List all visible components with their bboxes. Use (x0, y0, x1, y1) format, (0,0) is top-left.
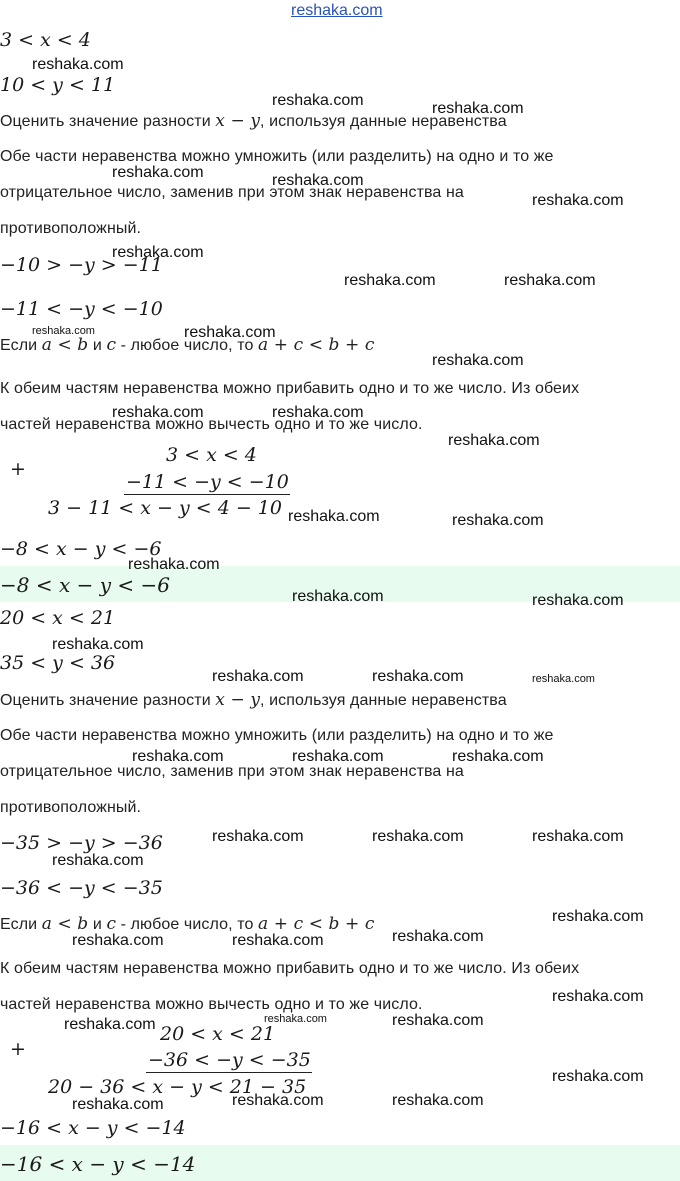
watermark: reshaka.com (504, 272, 596, 289)
rule3-line1-1: К обеим частям неравенства можно прибавить одно и то же число. Из обеих (0, 380, 580, 397)
task-text-2 (0, 690, 507, 710)
sum-mid-1: −11 < −y < −10 (126, 471, 289, 493)
step2-1: −11 < −y < −10 (0, 298, 163, 320)
watermark: reshaka.com (532, 192, 624, 209)
watermark: reshaka.com (552, 908, 644, 925)
result-2: −16 < x − y < −14 (0, 1117, 186, 1139)
watermark: reshaka.com (272, 92, 364, 109)
sum-top-2: 20 < x < 21 (160, 1023, 276, 1045)
rule1-line2-2: отрицательное число, заменив при этом знак неравенства на (0, 763, 464, 780)
watermark: reshaka.com (372, 828, 464, 845)
rule3-line2-1: частей неравенства можно вычесть одно и то же число. (0, 416, 423, 433)
task-expr-1: x − y (215, 111, 261, 131)
rule1-line3-1: противоположный. (0, 220, 142, 237)
watermark: reshaka.com (292, 588, 384, 605)
watermark: reshaka.com (392, 928, 484, 945)
sum-bottom-1: 3 − 11 < x − y < 4 − 10 (48, 497, 282, 519)
watermark: reshaka.com (272, 404, 364, 421)
rule2-and-1: и (88, 337, 107, 354)
rule2-and-2: и (88, 916, 107, 933)
watermark: reshaka.com (184, 324, 276, 341)
watermark: reshaka.com (432, 100, 524, 117)
watermark: reshaka.com (232, 1092, 324, 1109)
plus-sign-1: + (10, 458, 26, 480)
rule3-line1-2: К обеим частям неравенства можно прибавить одно и то же число. Из обеих (0, 960, 580, 977)
task-suffix-2: , используя данные неравенства (260, 692, 507, 709)
rule2-c-2: c (106, 914, 117, 934)
watermark: reshaka.com (32, 325, 95, 337)
watermark: reshaka.com (448, 432, 540, 449)
rule2-ab-2: a < b (41, 914, 89, 934)
rule2-result-2: a + c < b + c (258, 914, 375, 934)
watermark: reshaka.com (232, 932, 324, 949)
watermark: reshaka.com (552, 1068, 644, 1085)
answer-1: −8 < x − y < −6 (0, 573, 170, 597)
watermark: reshaka.com (52, 852, 144, 869)
rule2-ab-1: a < b (41, 335, 89, 355)
rule3-line2-2: частей неравенства можно вычесть одно и то же число. (0, 996, 423, 1013)
given-y-1: 10 < y < 11 (0, 74, 116, 96)
task-prefix-1: Оценить значение разности (0, 113, 216, 130)
sum-bottom-2: 20 − 36 < x − y < 21 − 35 (48, 1076, 307, 1098)
answer-2: −16 < x − y < −14 (0, 1152, 196, 1176)
rule2-any-2: - любое число, то (116, 916, 258, 933)
site-link[interactable]: reshaka.com (291, 2, 383, 19)
watermark: reshaka.com (72, 1096, 164, 1113)
watermark: reshaka.com (132, 748, 224, 765)
task-suffix-1: , используя данные неравенства (260, 113, 507, 130)
watermark: reshaka.com (432, 352, 524, 369)
sum-underline-2 (146, 1072, 312, 1073)
watermark: reshaka.com (288, 508, 380, 525)
rule2-if-2: Если (0, 916, 42, 933)
watermark: reshaka.com (392, 1092, 484, 1109)
rule2-if-1: Если (0, 337, 42, 354)
task-prefix-2: Оценить значение разности (0, 692, 216, 709)
watermark: reshaka.com (552, 988, 644, 1005)
plus-sign-2: + (10, 1038, 26, 1060)
watermark: reshaka.com (344, 272, 436, 289)
rule1-line3-2: противоположный. (0, 799, 142, 816)
rule1-line2-1: отрицательное число, заменив при этом знак неравенства на (0, 184, 464, 201)
rule2-result-1: a + c < b + c (258, 335, 375, 355)
step1-2: −35 > −y > −36 (0, 832, 163, 854)
watermark: reshaka.com (212, 668, 304, 685)
step2-2: −36 < −y < −35 (0, 877, 163, 899)
watermark: reshaka.com (32, 56, 124, 73)
watermark: reshaka.com (212, 828, 304, 845)
watermark: reshaka.com (272, 172, 364, 189)
watermark: reshaka.com (112, 164, 204, 181)
watermark: reshaka.com (532, 592, 624, 609)
step1-1: −10 > −y > −11 (0, 254, 163, 276)
watermark: reshaka.com (452, 512, 544, 529)
watermark: reshaka.com (64, 1016, 156, 1033)
watermark: reshaka.com (128, 556, 220, 573)
sum-mid-2: −36 < −y < −35 (148, 1049, 311, 1071)
watermark: reshaka.com (372, 668, 464, 685)
watermark: reshaka.com (112, 244, 204, 261)
watermark: reshaka.com (72, 932, 164, 949)
rule2-2 (0, 914, 375, 934)
watermark: reshaka.com (452, 748, 544, 765)
sum-top-1: 3 < x < 4 (166, 444, 257, 466)
result-1: −8 < x − y < −6 (0, 538, 162, 560)
given-x-1: 3 < x < 4 (0, 29, 91, 51)
watermark: reshaka.com (112, 404, 204, 421)
rule1-line1-2: Обе части неравенства можно умножить (или разделить) на одно и то же (0, 727, 554, 744)
watermark: reshaka.com (532, 673, 595, 685)
sum-underline-1 (124, 494, 290, 495)
watermark: reshaka.com (292, 748, 384, 765)
given-y-2: 35 < y < 36 (0, 652, 116, 674)
rule2-any-1: - любое число, то (116, 337, 258, 354)
rule2-c-1: c (106, 335, 117, 355)
watermark: reshaka.com (392, 1012, 484, 1029)
watermark: reshaka.com (264, 1013, 327, 1025)
task-text-1 (0, 111, 507, 131)
rule1-line1-1: Обе части неравенства можно умножить (или разделить) на одно и то же (0, 148, 554, 165)
task-expr-2: x − y (215, 690, 261, 710)
watermark: reshaka.com (52, 636, 144, 653)
watermark: reshaka.com (532, 828, 624, 845)
given-x-2: 20 < x < 21 (0, 607, 116, 629)
